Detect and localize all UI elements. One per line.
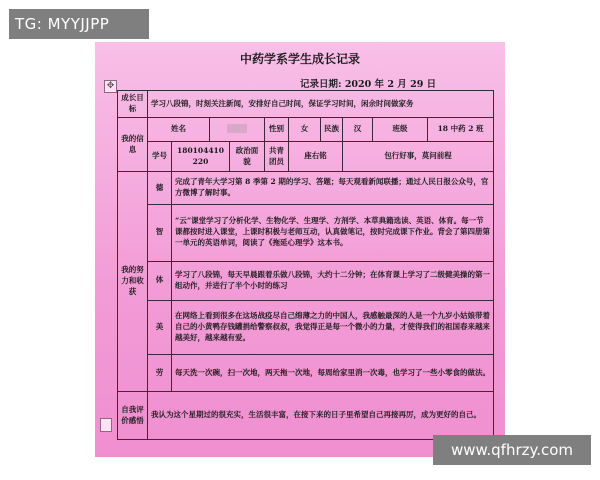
motto-value: 包行好事，莫问前程 <box>343 141 494 171</box>
self-eval-label: 自我评价感悟 <box>118 392 148 440</box>
effort-category-label: 美 <box>148 300 172 354</box>
site-watermark: www.qfhrzy.com <box>433 435 591 465</box>
self-eval-text: 我认为这个星期过的很充实，生活很丰富，在接下来的日子里希望自己再接再厉，成为更好的自己。 <box>148 392 494 440</box>
class-label: 班级 <box>373 117 428 141</box>
ethnicity-value: 汉 <box>343 117 373 141</box>
redacted-name <box>227 124 247 133</box>
student-id-label: 学号 <box>148 141 172 171</box>
goal-row <box>118 91 494 118</box>
record-date: 记录日期: 2020 年 2 月 29 日 <box>300 79 437 90</box>
name-label: 姓名 <box>148 117 210 141</box>
document-title: 中药学系学生成长记录 <box>239 52 360 66</box>
page-icon <box>100 418 112 432</box>
gender-value: 女 <box>289 117 321 141</box>
effort-text: “云”课堂学习了分析化学、生物化学、生理学、方剂学、本草典籍选读、英语、体育。每一节课都按时进入课堂，上课时积极与老师互动，认真做笔记，按时完成课下作业。背会了第四册第一单元的英语单词，阅读了《拖延心理学》这本书。 <box>172 204 494 261</box>
effort-category-label: 体 <box>148 261 172 300</box>
goal-text: 学习八段锦，时刻关注新闻，安排好自己时间，保证学习时间，闲余时间做家务 <box>148 91 494 118</box>
ethnicity-label: 民族 <box>321 117 343 141</box>
effort-label: 我的努力和收获 <box>118 172 148 392</box>
effort-row-lao <box>118 355 494 392</box>
info-row-1 <box>118 117 494 141</box>
effort-text: 学习了八段锦，每天早晨跟着乐做八段锦，大约十二分钟；在体育课上学习了二级健美操的第一组动作，并进行了半个小时的练习 <box>172 261 494 300</box>
self-eval-row <box>118 392 494 440</box>
effort-text: 完成了青年大学习第 8 季第 2 期的学习、答题；每天观看新闻联播；通过人民日报公众号，官方微博了解时事。 <box>172 172 494 205</box>
effort-row-de <box>118 172 494 205</box>
gender-label: 性别 <box>265 117 289 141</box>
info-label: 我的信息 <box>118 117 148 171</box>
political-value: 共青团员 <box>265 141 289 171</box>
effort-category-label: 德 <box>148 172 172 205</box>
effort-row-ti <box>118 261 494 300</box>
effort-row-zhi <box>118 204 494 261</box>
effort-category-label: 智 <box>148 204 172 261</box>
tg-badge: TG: MYYJJPP <box>9 9 149 39</box>
student-id-value: 180104410220 <box>172 141 230 171</box>
political-label: 政治面貌 <box>230 141 265 171</box>
effort-category-label: 劳 <box>148 355 172 392</box>
goal-label: 成长目标 <box>118 91 148 118</box>
motto-label: 座右铭 <box>289 141 343 171</box>
effort-text: 每天洗一次碗，扫一次地，两天拖一次地，每周给家里消一次毒，也学习了一些小零食的做法。 <box>172 355 494 392</box>
name-value <box>210 117 265 141</box>
table-move-handle-icon[interactable]: ✥ <box>104 80 117 93</box>
effort-row-mei <box>118 300 494 354</box>
growth-record-table <box>117 90 494 440</box>
effort-text: 在网络上看到很多在这场战疫尽自己绵薄之力的中国人，我感触最深的人是一个九岁小姑娘带着自己的小黄鸭存钱罐捐给警察叔叔，我觉得正是每一个微小的力量，才使得我们的祖国春来越来越美好，越来越有爱。 <box>172 300 494 354</box>
class-value: 18 中药 2 班 <box>428 117 494 141</box>
info-row-2 <box>118 141 494 171</box>
